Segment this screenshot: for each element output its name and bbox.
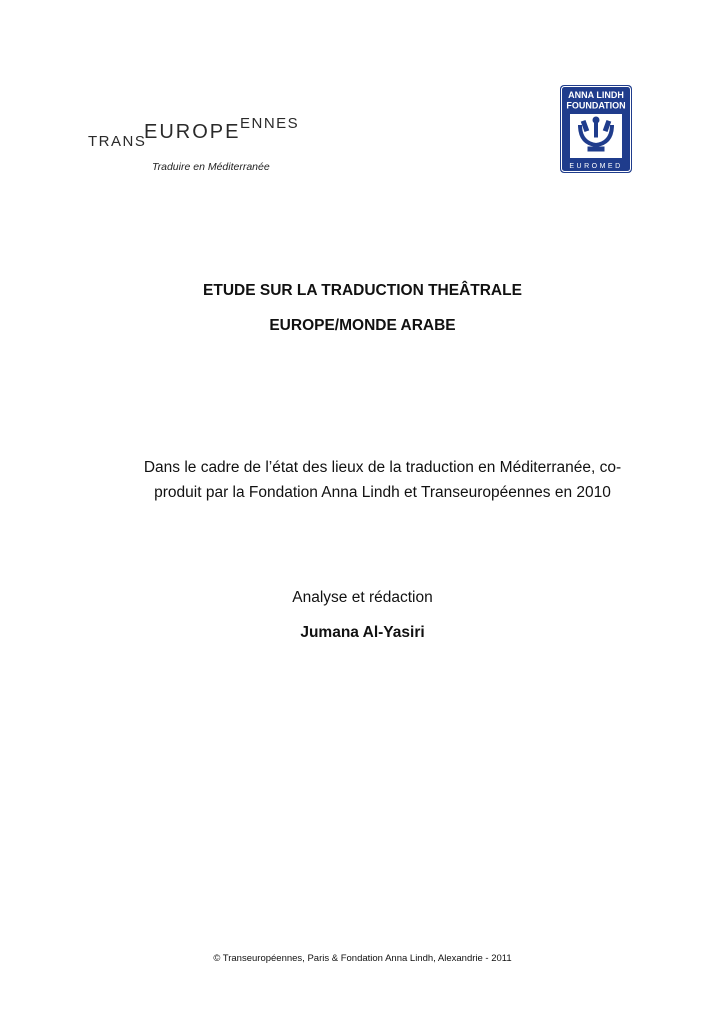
copyright-footer: © Transeuropéennes, Paris & Fondation Anna Lindh, Alexandrie - 2011 [213,953,512,964]
logo-line-euromed: EUROMED [569,163,623,170]
context-paragraph [120,455,645,505]
logo-text-europe: EUROPE [144,121,241,143]
transeuropeennes-logo [86,108,306,154]
context-line-1: Dans le cadre de l’état des lieux de la traduction en Méditerranée, co- [143,459,622,476]
author-name: Jumana Al-Yasiri [300,624,425,641]
logo-text-ennes: ENNES [240,115,300,132]
logo-text-trans: TRANS [88,133,147,150]
document-subtitle: EUROPE/MONDE ARABE [269,317,456,334]
logo-line-foundation: FOUNDATION [566,100,626,111]
anna-lindh-foundation-logo [560,85,632,173]
document-title: ETUDE SUR LA TRADUCTION THEÂTRALE [203,282,522,299]
analysis-label: Analyse et rédaction [292,589,433,606]
logo-line-anna-lindh: ANNA LINDH [568,90,624,100]
logo-tagline: Traduire en Méditerranée [152,161,270,173]
context-line-2: produit par la Fondation Anna Lindh et Transeuropéennes en 2010 [154,484,611,501]
